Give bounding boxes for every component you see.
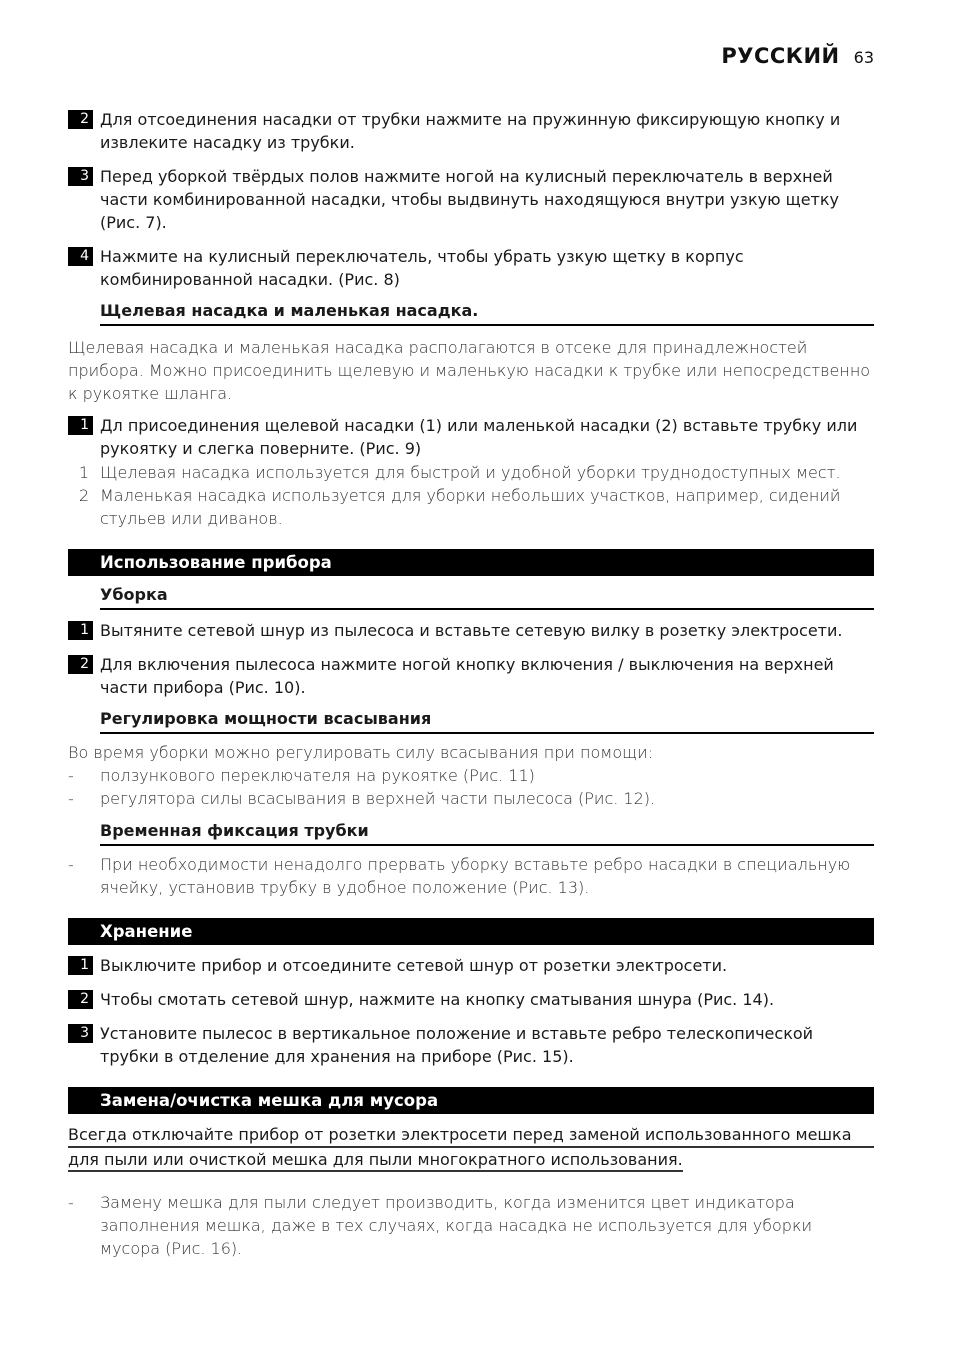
bullet-item: [68, 853, 874, 899]
step-number: 2: [68, 110, 93, 129]
step-number: 2: [68, 990, 93, 1009]
bullet-item: [68, 764, 874, 787]
bullet-text: ползункового переключателя на рукоятке (Рис. 11): [100, 766, 535, 785]
dash-marker: -: [68, 766, 74, 785]
dash-marker: -: [68, 789, 74, 808]
step-item: [68, 954, 874, 977]
dash-marker: -: [68, 855, 74, 874]
step-text: Чтобы смотать сетевой шнур, нажмите на кнопку сматывания шнура (Рис. 14).: [100, 990, 775, 1009]
subsection-heading: Регулировка мощности всасывания: [100, 707, 874, 734]
step-item: [68, 653, 874, 699]
step-text: Дл присоединения щелевой насадки (1) или маленькой насадки (2) вставьте трубку или рукоятку и слегка поверните. (Рис. 9): [100, 416, 858, 458]
step-number: 1: [68, 956, 93, 975]
warning-text: [68, 1123, 874, 1171]
subsection-heading: Временная фиксация трубки: [100, 819, 874, 846]
note-number: 2: [78, 486, 89, 505]
step-item: [68, 414, 874, 460]
section-heading-bag: Замена/очистка мешка для мусора: [68, 1087, 874, 1114]
note-number: 1: [78, 463, 89, 482]
paragraph: Во время уборки можно регулировать силу всасывания при помощи:: [68, 743, 654, 762]
step-number: 1: [68, 621, 93, 640]
subsection-heading: Щелевая насадка и маленькая насадка.: [100, 299, 874, 326]
step-text: Вытяните сетевой шнур из пылесоса и вставьте сетевую вилку в розетку электросети.: [100, 621, 843, 640]
subsection-heading: Уборка: [100, 583, 874, 610]
warning-line: для пыли или очисткой мешка для пыли многократного использования.: [68, 1150, 683, 1172]
step-text: Для включения пылесоса нажмите ногой кнопку включения / выключения на верхней части прибора (Рис. 10).: [100, 655, 834, 697]
step-number: 3: [68, 1024, 93, 1043]
section-heading-using: Использование прибора: [68, 549, 874, 576]
step-text: Выключите прибор и отсоедините сетевой шнур от розетки электросети.: [100, 956, 728, 975]
bullet-text: При необходимости ненадолго прервать уборку вставьте ребро насадки в специальную ячейку, установив трубку в удобное положение (Рис. 13).: [100, 855, 851, 897]
section-heading-storage: Хранение: [68, 918, 874, 945]
step-item: [68, 1022, 874, 1068]
bullet-item: [68, 787, 874, 810]
dash-marker: -: [68, 1193, 74, 1212]
step-text: Установите пылесос в вертикальное положение и вставьте ребро телескопической трубки в отделение для хранения на приборе (Рис. 15).: [100, 1024, 814, 1066]
bullet-item: [68, 1191, 874, 1260]
warning-line: Всегда отключайте прибор от розетки электросети перед заменой использованного мешка: [68, 1123, 874, 1148]
step-item: [68, 619, 874, 642]
step-text: Нажмите на кулисный переключатель, чтобы убрать узкую щетку в корпус комбинированной насадки. (Рис. 8): [100, 247, 744, 289]
language-label: РУССКИЙ: [721, 44, 840, 68]
step-item: [68, 108, 874, 154]
paragraph: Щелевая насадка и маленькая насадка располагаются в отсеке для принадлежностей прибора. Можно присоединить щелевую и маленькую насадки к трубке или непосредственно к рукоятке шланга.: [68, 338, 871, 403]
step-number: 3: [68, 167, 93, 186]
step-number: 1: [68, 416, 93, 435]
step-item: [68, 165, 874, 234]
note-text: Щелевая насадка используется для быстрой и удобной уборки труднодоступных мест.: [100, 463, 841, 482]
note-item: [68, 484, 874, 530]
step-item: [68, 988, 874, 1011]
page-number: 63: [853, 48, 874, 67]
bullet-text: регулятора силы всасывания в верхней части пылесоса (Рис. 12).: [100, 789, 656, 808]
step-item: [68, 245, 874, 291]
step-text: Для отсоединения насадки от трубки нажмите на пружинную фиксирующую кнопку и извлеките насадку из трубки.: [100, 110, 841, 152]
page-content: [68, 108, 874, 1260]
step-number: 4: [68, 247, 93, 266]
step-text: Перед уборкой твёрдых полов нажмите ногой на кулисный переключатель в верхней части комбинированной насадки, чтобы выдвинуть находящуюся внутри узкую щетку (Рис. 7).: [100, 167, 839, 232]
bullet-text: Замену мешка для пыли следует производить, когда изменится цвет индикатора заполнения мешка, даже в тех случаях, когда насадка не используется для уборки мусора (Рис. 16).: [100, 1193, 812, 1258]
step-number: 2: [68, 655, 93, 674]
page-header: [721, 44, 874, 68]
note-text: Маленькая насадка используется для уборки небольших участков, например, сидений стульев или диванов.: [100, 486, 841, 528]
note-item: [68, 461, 874, 484]
